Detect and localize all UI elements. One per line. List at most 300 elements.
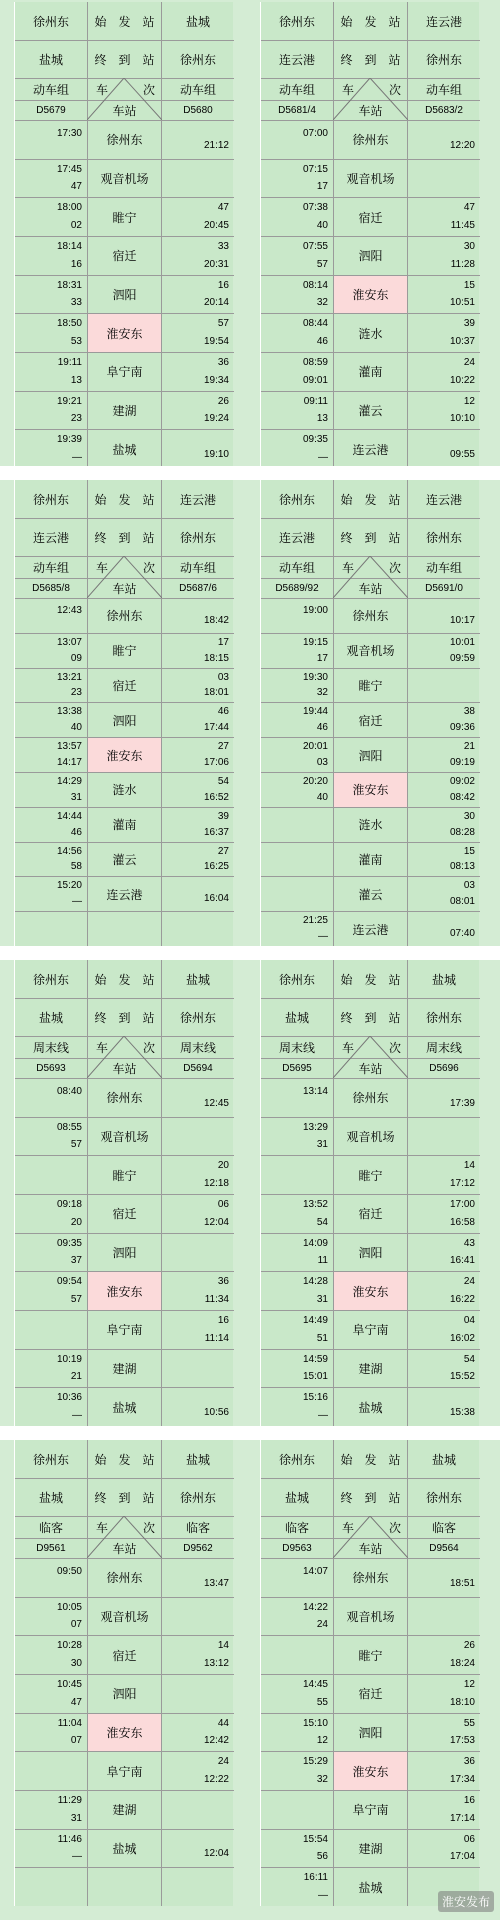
departure-time: — bbox=[318, 452, 328, 464]
station-name: 建湖 bbox=[87, 1350, 162, 1388]
times-outbound bbox=[261, 1714, 333, 1752]
time-stack bbox=[261, 1388, 333, 1426]
table-row bbox=[261, 391, 480, 430]
time-stack bbox=[408, 1195, 480, 1233]
header-left: D9563 bbox=[282, 1543, 312, 1554]
arrival-time: 14:44 bbox=[56, 810, 82, 822]
arrival-time: 09:02 bbox=[449, 775, 475, 787]
table-row bbox=[261, 1558, 480, 1597]
arrival-time: 10:19 bbox=[56, 1353, 82, 1365]
arrival-time: 10:28 bbox=[56, 1640, 82, 1652]
arrival-time: 16:11 bbox=[303, 1872, 328, 1884]
times-return bbox=[162, 1868, 234, 1906]
time-stack bbox=[408, 392, 480, 430]
times-outbound bbox=[15, 430, 87, 468]
departure-time: 12:04 bbox=[203, 1848, 229, 1860]
departure-time: 17 bbox=[316, 181, 328, 193]
table-row bbox=[15, 1867, 234, 1906]
times-return bbox=[408, 1559, 480, 1597]
time-stack bbox=[408, 1598, 480, 1636]
header-row bbox=[15, 1478, 234, 1516]
station-name: 徐州东 bbox=[333, 1559, 408, 1597]
station-name: 宿迁 bbox=[333, 1195, 408, 1233]
time-stack bbox=[15, 430, 87, 468]
table-row bbox=[261, 1233, 480, 1272]
time-stack bbox=[15, 160, 87, 198]
table-row bbox=[261, 429, 480, 468]
departure-time: 58 bbox=[70, 861, 82, 873]
arrival-time: 08:44 bbox=[302, 318, 328, 330]
times-return bbox=[408, 738, 480, 772]
times-outbound bbox=[261, 276, 333, 314]
table-row bbox=[15, 236, 234, 275]
arrival-time: 11:46 bbox=[57, 1833, 82, 1845]
times-outbound bbox=[261, 1388, 333, 1426]
time-stack bbox=[408, 877, 480, 911]
departure-time: 40 bbox=[316, 791, 328, 803]
table-row bbox=[15, 1310, 234, 1349]
arrival-time: 08:40 bbox=[56, 1085, 82, 1097]
departure-time: 17:14 bbox=[449, 1812, 475, 1824]
car-label: 车 bbox=[96, 1041, 109, 1055]
next-label: 次 bbox=[142, 83, 155, 97]
arrival-time: 08:59 bbox=[302, 356, 328, 368]
departure-time: — bbox=[72, 1410, 82, 1422]
arrival-time: 19:44 bbox=[302, 706, 328, 718]
table-row bbox=[261, 1790, 480, 1829]
times-outbound bbox=[261, 392, 333, 430]
departure-time: 57 bbox=[70, 1139, 82, 1151]
station-name: 建湖 bbox=[333, 1830, 408, 1868]
time-stack bbox=[15, 237, 87, 275]
header-left: 徐州东 bbox=[32, 972, 69, 987]
table-row bbox=[261, 1597, 480, 1636]
station-name: 睢宁 bbox=[87, 1156, 162, 1194]
departure-time: 17:06 bbox=[203, 757, 229, 769]
arrival-time: 26 bbox=[463, 1640, 475, 1652]
arrival-time: 14:09 bbox=[302, 1237, 328, 1249]
times-return bbox=[408, 1311, 480, 1349]
header-left: D5679 bbox=[36, 105, 66, 116]
departure-time: 12:04 bbox=[203, 1216, 229, 1228]
departure-time: 18:10 bbox=[449, 1696, 475, 1708]
arrival-time: 19:11 bbox=[57, 356, 82, 368]
time-stack bbox=[162, 1272, 234, 1310]
arrival-time: 13:29 bbox=[302, 1121, 328, 1133]
departure-time: 40 bbox=[70, 722, 82, 734]
time-stack bbox=[15, 1079, 87, 1117]
time-stack bbox=[261, 843, 333, 877]
times-outbound bbox=[15, 1675, 87, 1713]
station-name: 盐城 bbox=[333, 1868, 408, 1906]
times-return bbox=[162, 1234, 234, 1272]
times-return bbox=[162, 773, 234, 807]
header-left: 周末线 bbox=[278, 1041, 315, 1055]
diagonal-line bbox=[333, 556, 370, 598]
departure-time: 12:20 bbox=[449, 139, 475, 151]
times-return bbox=[162, 877, 234, 911]
station-name: 宿迁 bbox=[87, 237, 162, 275]
diagonal-line bbox=[87, 556, 124, 598]
time-stack bbox=[162, 773, 234, 807]
diagonal-divider bbox=[87, 556, 162, 598]
arrival-time: 24 bbox=[463, 1276, 475, 1288]
header-right: D5683/2 bbox=[425, 105, 463, 116]
station-name: 阜宁南 bbox=[333, 1791, 408, 1829]
time-stack bbox=[408, 1388, 480, 1426]
times-return bbox=[408, 121, 480, 159]
watermark: 淮安发布 bbox=[438, 1891, 494, 1912]
time-stack bbox=[408, 160, 480, 198]
station-name: 灌云 bbox=[333, 392, 408, 430]
times-outbound bbox=[261, 1559, 333, 1597]
departure-time: 11:45 bbox=[450, 220, 475, 232]
times-outbound bbox=[15, 843, 87, 877]
arrival-time: 10:36 bbox=[56, 1392, 82, 1404]
header-row bbox=[261, 1440, 480, 1478]
station-name: 观音机场 bbox=[333, 1598, 408, 1636]
station-name: 盐城 bbox=[87, 430, 162, 468]
arrival-time: 14:49 bbox=[302, 1314, 328, 1326]
station-name: 淮安东 bbox=[333, 1272, 408, 1310]
header-mid: 始 发 站 bbox=[87, 2, 162, 40]
departure-time: 21 bbox=[70, 1371, 82, 1383]
times-return bbox=[408, 773, 480, 807]
time-stack bbox=[261, 1234, 333, 1272]
departure-time: 18:24 bbox=[449, 1658, 475, 1670]
departure-time: 31 bbox=[316, 1139, 328, 1151]
times-outbound bbox=[261, 877, 333, 911]
arrival-time: 12 bbox=[463, 1678, 475, 1690]
table-row bbox=[15, 352, 234, 391]
station-name: 阜宁南 bbox=[87, 1311, 162, 1349]
header-right: 周末线 bbox=[425, 1041, 462, 1055]
arrival-time: 39 bbox=[463, 318, 475, 330]
header-left: 临客 bbox=[284, 1521, 309, 1535]
car-label: 车 bbox=[96, 561, 109, 575]
times-outbound bbox=[15, 392, 87, 430]
header-mid: 始 发 站 bbox=[333, 480, 408, 518]
table-row bbox=[15, 429, 234, 468]
table-row bbox=[261, 1713, 480, 1752]
times-return bbox=[162, 1636, 234, 1674]
arrival-time: 33 bbox=[217, 240, 229, 252]
car-label: 车 bbox=[96, 1521, 109, 1535]
times-outbound bbox=[261, 1195, 333, 1233]
departure-time: 55 bbox=[316, 1696, 328, 1708]
arrival-time: 15:54 bbox=[302, 1833, 328, 1845]
arrival-time: 09:35 bbox=[302, 434, 328, 446]
table-row bbox=[261, 1349, 480, 1388]
diagonal-divider bbox=[87, 1036, 162, 1078]
times-return bbox=[162, 669, 234, 703]
times-return bbox=[408, 1195, 480, 1233]
header-right: 动车组 bbox=[425, 561, 462, 575]
diagonal-line bbox=[370, 1516, 408, 1558]
arrival-time: 06 bbox=[217, 1198, 229, 1210]
departure-time: 17:34 bbox=[449, 1774, 475, 1786]
departure-time: 16 bbox=[70, 258, 82, 270]
arrival-time: 13:57 bbox=[56, 741, 82, 753]
times-return bbox=[162, 1675, 234, 1713]
departure-time: 16:58 bbox=[449, 1216, 475, 1228]
departure-time: 31 bbox=[70, 791, 82, 803]
table-row bbox=[15, 737, 234, 772]
arrival-time: 20 bbox=[217, 1160, 229, 1172]
car-label: 车 bbox=[342, 83, 355, 97]
header-right: 徐州东 bbox=[425, 53, 462, 67]
table-row bbox=[261, 1194, 480, 1233]
header-mid: 终 到 站 bbox=[87, 41, 162, 78]
header-left: D5685/8 bbox=[32, 583, 70, 594]
header-left: 徐州东 bbox=[32, 14, 69, 29]
table-row bbox=[261, 702, 480, 737]
times-outbound bbox=[261, 773, 333, 807]
time-stack bbox=[162, 198, 234, 236]
arrival-time: 10:45 bbox=[56, 1678, 82, 1690]
time-stack bbox=[408, 1636, 480, 1674]
times-outbound bbox=[261, 237, 333, 275]
arrival-time: 17:00 bbox=[449, 1198, 475, 1210]
times-outbound bbox=[261, 808, 333, 842]
time-stack bbox=[162, 1714, 234, 1752]
header-right: 动车组 bbox=[179, 561, 216, 575]
times-return bbox=[408, 1350, 480, 1388]
time-stack bbox=[162, 121, 234, 159]
arrival-time: 18:14 bbox=[56, 240, 82, 252]
time-stack bbox=[261, 634, 333, 668]
time-stack bbox=[15, 198, 87, 236]
arrival-time: 07:55 bbox=[302, 240, 328, 252]
time-stack bbox=[162, 808, 234, 842]
header-left: D5693 bbox=[36, 1063, 66, 1074]
arrival-time: 09:11 bbox=[303, 395, 328, 407]
times-outbound bbox=[15, 314, 87, 352]
header-mid: 始 发 站 bbox=[333, 960, 408, 998]
station-name: 徐州东 bbox=[333, 121, 408, 159]
times-return bbox=[162, 1079, 234, 1117]
times-return bbox=[408, 353, 480, 391]
diagonal-line bbox=[124, 1516, 162, 1558]
time-stack bbox=[15, 773, 87, 807]
table-row bbox=[15, 197, 234, 236]
station-name: 涟水 bbox=[333, 314, 408, 352]
time-stack bbox=[261, 353, 333, 391]
departure-time: 30 bbox=[70, 1658, 82, 1670]
departure-time: 20:14 bbox=[203, 297, 229, 309]
times-return bbox=[408, 669, 480, 703]
times-outbound bbox=[261, 669, 333, 703]
station-name: 睢宁 bbox=[333, 1636, 408, 1674]
departure-time: 20 bbox=[70, 1216, 82, 1228]
times-outbound bbox=[261, 1752, 333, 1790]
departure-time: 17:04 bbox=[449, 1851, 475, 1863]
station-name: 淮安东 bbox=[87, 1714, 162, 1752]
times-return bbox=[162, 353, 234, 391]
departure-time: — bbox=[318, 1890, 328, 1902]
times-outbound bbox=[261, 198, 333, 236]
times-return bbox=[408, 808, 480, 842]
station-name: 徐州东 bbox=[87, 121, 162, 159]
departure-time: — bbox=[72, 896, 82, 908]
diagonal-divider bbox=[333, 1516, 408, 1558]
times-return bbox=[408, 877, 480, 911]
times-return bbox=[162, 1311, 234, 1349]
header-left: 盐城 bbox=[38, 53, 63, 67]
header-mid: 始 发 站 bbox=[333, 1440, 408, 1478]
departure-time: 16:04 bbox=[203, 893, 229, 905]
arrival-time: 44 bbox=[217, 1717, 229, 1729]
table-row bbox=[15, 275, 234, 314]
time-stack bbox=[162, 703, 234, 737]
departure-time: 18:15 bbox=[203, 652, 229, 664]
times-return bbox=[408, 198, 480, 236]
departure-time: 15:52 bbox=[449, 1371, 475, 1383]
time-stack bbox=[15, 634, 87, 668]
arrival-time: 07:00 bbox=[302, 127, 328, 139]
header-mid: 终 到 站 bbox=[87, 519, 162, 556]
header-right: 徐州东 bbox=[425, 531, 462, 545]
time-stack bbox=[15, 703, 87, 737]
time-stack bbox=[162, 877, 234, 911]
arrival-time: 26 bbox=[217, 395, 229, 407]
header-row bbox=[15, 998, 234, 1036]
departure-time: 17:53 bbox=[449, 1735, 475, 1747]
table-row bbox=[261, 633, 480, 668]
departure-time: 14:17 bbox=[56, 757, 82, 769]
times-outbound bbox=[261, 1791, 333, 1829]
diagonal-line bbox=[124, 556, 162, 598]
station-name: 观音机场 bbox=[87, 1598, 162, 1636]
time-stack bbox=[261, 198, 333, 236]
station-name: 泗阳 bbox=[87, 1234, 162, 1272]
arrival-time: 12:43 bbox=[56, 604, 82, 616]
station-name: 徐州东 bbox=[87, 599, 162, 633]
diagonal-line bbox=[370, 556, 408, 598]
timetable bbox=[14, 1440, 233, 1906]
station-name: 宿迁 bbox=[333, 198, 408, 236]
times-return bbox=[162, 314, 234, 352]
times-return bbox=[162, 599, 234, 633]
diagonal-line bbox=[333, 78, 370, 120]
times-outbound bbox=[15, 198, 87, 236]
departure-time: 46 bbox=[70, 826, 82, 838]
table-row bbox=[261, 1387, 480, 1426]
departure-time: 47 bbox=[70, 181, 82, 193]
timetable bbox=[14, 960, 233, 1426]
car-label: 车 bbox=[342, 1521, 355, 1535]
time-stack bbox=[261, 599, 333, 633]
header-left: 徐州东 bbox=[32, 1452, 69, 1467]
departure-time: 07 bbox=[70, 1619, 82, 1631]
arrival-time: 14 bbox=[217, 1640, 229, 1652]
arrival-time: 15 bbox=[463, 279, 475, 291]
car-label: 车 bbox=[342, 1041, 355, 1055]
station-name: 建湖 bbox=[87, 392, 162, 430]
arrival-time: 20:20 bbox=[302, 775, 328, 787]
time-stack bbox=[15, 1311, 87, 1349]
times-outbound bbox=[15, 1714, 87, 1752]
departure-time: 19:54 bbox=[203, 336, 229, 348]
arrival-time: 46 bbox=[217, 706, 229, 718]
arrival-time: 07:15 bbox=[302, 163, 328, 175]
station-name: 徐州东 bbox=[87, 1559, 162, 1597]
times-outbound bbox=[261, 912, 333, 946]
departure-time: 13 bbox=[316, 413, 328, 425]
times-outbound bbox=[15, 353, 87, 391]
times-outbound bbox=[261, 430, 333, 468]
table-row bbox=[261, 1310, 480, 1349]
arrival-time: 30 bbox=[463, 240, 475, 252]
departure-time: 20:31 bbox=[203, 258, 229, 270]
departure-time: 09:59 bbox=[449, 652, 475, 664]
arrival-time: 19:30 bbox=[302, 671, 328, 683]
station-name: 连云港 bbox=[333, 912, 408, 946]
times-outbound bbox=[261, 314, 333, 352]
departure-time: 08:28 bbox=[449, 826, 475, 838]
arrival-time: 47 bbox=[463, 202, 475, 214]
station-label: 车站 bbox=[358, 104, 383, 118]
times-outbound bbox=[15, 1868, 87, 1906]
table-row bbox=[15, 1387, 234, 1426]
time-stack bbox=[408, 634, 480, 668]
times-return bbox=[408, 1675, 480, 1713]
arrival-time: 20:01 bbox=[302, 741, 328, 753]
arrival-time: 16 bbox=[217, 1314, 229, 1326]
station-label: 车站 bbox=[112, 582, 137, 596]
times-outbound bbox=[261, 1234, 333, 1272]
time-stack bbox=[15, 353, 87, 391]
departure-time: 08:42 bbox=[449, 791, 475, 803]
header-right: D5680 bbox=[183, 105, 213, 116]
diagonal-line bbox=[87, 1516, 124, 1558]
station-name bbox=[87, 1868, 162, 1906]
times-outbound bbox=[15, 773, 87, 807]
arrival-time: 21:25 bbox=[302, 915, 328, 927]
table-row bbox=[261, 197, 480, 236]
times-return bbox=[408, 1752, 480, 1790]
times-outbound bbox=[15, 1311, 87, 1349]
times-return bbox=[162, 738, 234, 772]
departure-time: 16:52 bbox=[203, 791, 229, 803]
times-outbound bbox=[15, 738, 87, 772]
departure-time: 16:41 bbox=[449, 1255, 475, 1267]
departure-time: 09:19 bbox=[449, 757, 475, 769]
time-stack bbox=[408, 1714, 480, 1752]
diagonal-line bbox=[87, 78, 124, 120]
station-name: 泗阳 bbox=[333, 738, 408, 772]
times-outbound bbox=[261, 1636, 333, 1674]
time-stack bbox=[408, 1559, 480, 1597]
times-return bbox=[162, 703, 234, 737]
times-return bbox=[408, 703, 480, 737]
time-stack bbox=[15, 276, 87, 314]
car-label: 车 bbox=[342, 561, 355, 575]
station-name: 睢宁 bbox=[87, 198, 162, 236]
car-label: 车 bbox=[96, 83, 109, 97]
times-outbound bbox=[15, 1791, 87, 1829]
station-name: 观音机场 bbox=[333, 634, 408, 668]
header-right: 徐州东 bbox=[179, 1011, 216, 1025]
arrival-time: 11:29 bbox=[57, 1794, 82, 1806]
table-row bbox=[261, 911, 480, 946]
time-stack bbox=[162, 1868, 234, 1906]
time-stack bbox=[162, 1079, 234, 1117]
next-label: 次 bbox=[388, 561, 401, 575]
station-name: 睢宁 bbox=[333, 1156, 408, 1194]
station-name: 灌云 bbox=[333, 877, 408, 911]
header-mid: 始 发 站 bbox=[333, 2, 408, 40]
